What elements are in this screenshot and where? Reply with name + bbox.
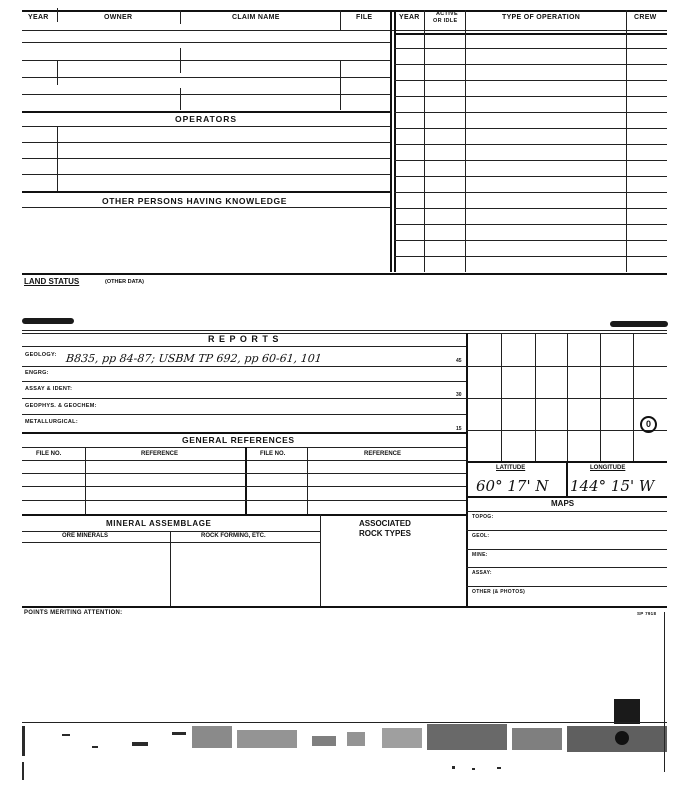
rock-forming-header: ROCK FORMING, ETC. xyxy=(201,533,266,539)
row-number-45: 45 xyxy=(456,358,462,364)
associated-rock-1: ASSOCIATED xyxy=(359,519,411,528)
maps-topog: TOPOG: xyxy=(472,514,494,520)
form-number: SP 7918 xyxy=(637,611,657,616)
scan-mark-right xyxy=(610,321,668,327)
maps-mine: MINE: xyxy=(472,552,488,558)
maps-assay: ASSAY: xyxy=(472,570,492,576)
col-active-header-1: ACTIVE xyxy=(436,11,458,17)
gen-ref-file-no-2: FILE NO. xyxy=(260,451,286,457)
maps-title: MAPS xyxy=(551,499,575,508)
col-year2-header: YEAR xyxy=(399,14,420,21)
geology-label: GEOLOGY: xyxy=(25,352,57,358)
col-file-header: FILE xyxy=(356,14,373,21)
col-type-header: TYPE OF OPERATION xyxy=(502,14,581,21)
col-owner-header: OWNER xyxy=(104,14,133,21)
engrg-label: ENGRG: xyxy=(25,370,49,376)
points-label: POINTS MERITING ATTENTION: xyxy=(24,610,123,616)
longitude-value: 144° 15' W xyxy=(570,477,655,495)
col-year-header: YEAR xyxy=(28,14,49,21)
assay-ident-label: ASSAY & IDENT: xyxy=(25,386,73,392)
reports-title: R E P O R T S xyxy=(208,334,280,344)
maps-other: OTHER (& PHOTOS) xyxy=(472,589,526,595)
scan-mark-left xyxy=(22,318,74,324)
col-crew-header: CREW xyxy=(634,14,657,21)
other-persons-heading: OTHER PERSONS HAVING KNOWLEDGE xyxy=(102,196,288,206)
grid-mark: 0 xyxy=(640,416,657,433)
mineral-assemblage-title: MINERAL ASSEMBLAGE xyxy=(106,519,212,528)
gen-ref-reference-1: REFERENCE xyxy=(141,451,179,457)
col-claim-name-header: CLAIM NAME xyxy=(232,14,280,21)
operators-heading: OPERATORS xyxy=(175,114,238,124)
scan-block xyxy=(614,699,640,724)
land-status-label: LAND STATUS xyxy=(24,277,80,286)
longitude-label: LONGITUDE xyxy=(590,465,626,471)
general-references-title: GENERAL REFERENCES xyxy=(182,435,295,445)
geology-value: B835, pp 84-87; USBM TP 692, pp 60-61, 101 xyxy=(65,352,323,365)
maps-geol: GEOL: xyxy=(472,533,490,539)
scan-noise-strip xyxy=(22,722,670,782)
row-number-30: 30 xyxy=(456,392,462,398)
metallurgical-label: METALLURGICAL: xyxy=(25,419,78,425)
gen-ref-file-no-1: FILE NO. xyxy=(36,451,62,457)
geophys-label: GEOPHYS. & GEOCHEM: xyxy=(25,403,97,409)
gen-ref-reference-2: REFERENCE xyxy=(364,451,402,457)
latitude-label: LATITUDE xyxy=(496,465,526,471)
land-status-sub: (OTHER DATA) xyxy=(105,279,144,285)
row-number-15: 15 xyxy=(456,426,462,432)
col-active-header-2: OR IDLE xyxy=(433,18,458,24)
ore-minerals-header: ORE MINERALS xyxy=(62,533,109,539)
associated-rock-2: ROCK TYPES xyxy=(359,529,412,538)
latitude-value: 60° 17' N xyxy=(476,477,549,495)
